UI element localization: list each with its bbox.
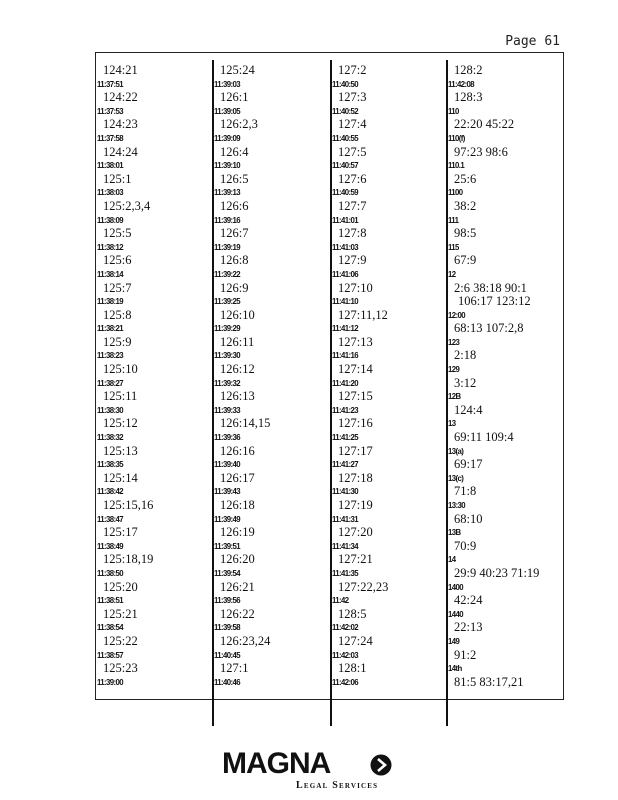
timestamp-line: 11:41:30 [332,487,358,497]
timestamp-line: 11:41:10 [332,297,358,307]
timestamp-line: 11:40:55 [332,133,358,143]
timestamp-line: 11:38:19 [97,297,123,307]
timestamp-line: 11:39:22 [214,269,240,279]
page-line-reference: 125:17 [103,525,138,540]
page-line-reference: 97:23 98:6 [454,144,508,159]
timestamp-line: 11:38:12 [97,242,123,252]
page-line-reference: 127:9 [338,253,367,268]
page-line-reference: 126:1 [220,90,249,105]
timestamp-line: 14 [448,555,456,565]
timestamp-line: 11:38:32 [97,433,123,443]
timestamp-line: 12:00 [448,310,465,320]
page-line-reference: 127:24 [338,633,373,648]
page-line-reference: 125:18,19 [103,552,154,567]
page-line-reference: 126:16 [220,443,255,458]
page-line-reference: 128:5 [338,606,367,621]
timestamp-line: 11:39:33 [214,405,240,415]
page-line-reference: 81:5 83:17,21 [454,674,524,689]
logo-wordmark: MAGNA [222,747,331,780]
page-line-reference: 127:21 [338,552,373,567]
page-line-reference: 124:24 [103,144,138,159]
index-column-4 [448,64,560,689]
timestamp-line: 11:39:16 [214,215,240,225]
timestamp-line: 11:41:34 [332,541,358,551]
timestamp-line: 11:39:51 [214,541,240,551]
timestamp-line: 11:38:54 [97,623,123,633]
page-line-reference: 125:20 [103,579,138,594]
page-line-reference: 127:6 [338,171,367,186]
page-line-reference: 128:1 [338,661,367,676]
page-line-reference: 124:4 [454,402,483,417]
page-line-reference: 126:9 [220,280,249,295]
page-line-reference: 126:17 [220,470,255,485]
page-line-reference: 124:21 [103,63,138,77]
timestamp-line: 14th [448,664,462,674]
timestamp-line: 11:38:09 [97,215,123,225]
timestamp-line: 11:38:57 [97,650,123,660]
timestamp-line: 11:41:16 [332,351,358,361]
page-line-reference: 70:9 [454,538,477,553]
timestamp-line: 11:40:57 [332,161,358,171]
index-column-3 [332,64,444,689]
timestamp-line: 115 [448,242,459,252]
timestamp-line: 11:38:14 [97,269,123,279]
page-line-reference: 127:17 [338,443,373,458]
page-line-reference: 126:19 [220,525,255,540]
logo-subtitle: Legal Services [296,780,379,791]
timestamp-line: 111 [448,215,459,225]
page-line-reference: 125:10 [103,362,138,377]
page-line-reference: 126:18 [220,498,255,512]
timestamp-line: 11:40:52 [332,106,358,116]
timestamp-line: 110.1 [448,161,465,171]
page-line-reference: 127:7 [338,198,367,213]
page-line-reference: 127:20 [338,525,373,540]
timestamp-line: 13(c) [448,473,464,483]
page-line-reference: 126:2,3 [220,117,258,132]
timestamp-line: 11:38:23 [97,351,123,361]
timestamp-line: 11:38:27 [97,378,123,388]
timestamp-line: 13(a) [448,446,464,456]
page-line-reference: 106:17 123:12 [458,294,531,309]
timestamp-line: 11:41:12 [332,324,358,334]
page-line-reference: 125:5 [103,226,132,241]
timestamp-line: 129 [448,365,460,375]
page-line-reference: 127:22,23 [338,579,389,594]
page-line-reference: 127:16 [338,416,373,431]
timestamp-line: 11:41:01 [332,215,358,225]
timestamp-line: 11:38:35 [97,460,123,470]
page-line-reference: 127:18 [338,470,373,485]
timestamp-line: 13B [448,528,461,538]
page-line-reference: 29:9 40:23 71:19 [454,565,540,580]
timestamp-line: 11:41:03 [332,242,358,252]
timestamp-line: 123 [448,337,460,347]
page-line-reference: 127:14 [338,362,373,377]
page-line-reference: 127:15 [338,389,373,404]
timestamp-line: 11:39:43 [214,487,240,497]
timestamp-line: 11:37:58 [97,133,123,143]
page-line-reference: 125:7 [103,280,132,295]
page-line-reference: 126:7 [220,226,249,241]
page-line-reference: 69:11 109:4 [454,430,514,445]
timestamp-line: 11:38:21 [97,324,123,334]
timestamp-line: 11:40:59 [332,188,358,198]
timestamp-line: 11:39:36 [214,433,240,443]
page-line-reference: 125:2,3,4 [103,198,151,213]
timestamp-line: 11:42:08 [448,79,474,89]
timestamp-line: 11:39:40 [214,460,240,470]
timestamp-line: 11:41:20 [332,378,358,388]
page-line-reference: 124:22 [103,90,138,105]
page-line-reference: 125:23 [103,661,138,676]
page-line-reference: 2:6 38:18 90:1 [454,280,527,295]
page-line-reference: 126:5 [220,171,249,186]
page-line-reference: 128:2 [454,63,483,77]
page-line-reference: 127:3 [338,90,367,105]
page-line-reference: 68:13 107:2,8 [454,321,524,336]
page-line-reference: 2:18 [454,348,477,363]
timestamp-line: 11:39:30 [214,351,240,361]
page-line-reference: 127:1 [220,661,249,676]
page-line-reference: 125:21 [103,606,138,621]
page-line-reference: 127:11,12 [338,307,388,322]
page-line-reference: 91:2 [454,647,477,662]
page-line-reference: 127:4 [338,117,367,132]
timestamp-line: 11:41:23 [332,405,358,415]
timestamp-line: 11:39:25 [214,297,240,307]
timestamp-line: 11:41:06 [332,269,358,279]
arrow-circle-icon [370,754,392,776]
timestamp-line: 11:39:19 [214,242,240,252]
page-line-reference: 126:14,15 [220,416,271,431]
page-line-reference: 126:20 [220,552,255,567]
timestamp-line: 11:38:30 [97,405,123,415]
timestamp-line: 13 [448,419,456,429]
timestamp-line: 11:42 [332,596,349,606]
timestamp-line: 110 [448,106,459,116]
page-line-reference: 127:13 [338,334,373,349]
page-line-reference: 125:13 [103,443,138,458]
timestamp-line: 1440 [448,609,463,619]
timestamp-line: 11:42:02 [332,623,358,633]
timestamp-line: 11:38:49 [97,541,123,551]
timestamp-line: 11:38:50 [97,568,123,578]
timestamp-line: 11:40:46 [214,677,240,687]
page-line-reference: 125:6 [103,253,132,268]
index-column-1 [97,64,209,689]
timestamp-line: 11:39:32 [214,378,240,388]
page-line-reference: 125:22 [103,633,138,648]
timestamp-line: 12 [448,269,456,279]
timestamp-line: 13:30 [448,501,465,510]
timestamp-line: 149 [448,636,460,646]
page-line-reference: 126:12 [220,362,255,377]
timestamp-line: 11:38:01 [97,161,123,171]
page-line-reference: 126:23,24 [220,633,271,648]
timestamp-line: 11:39:00 [97,677,123,687]
page-line-reference: 125:1 [103,171,132,186]
page-line-reference: 126:8 [220,253,249,268]
page-line-reference: 127:19 [338,498,373,512]
page-line-reference: 126:10 [220,307,255,322]
timestamp-line: 11:41:27 [332,460,358,470]
page-line-reference: 22:13 [454,620,483,635]
timestamp-line: 11:40:50 [332,79,358,89]
timestamp-line: 11:39:58 [214,623,240,633]
timestamp-line: 11:41:31 [332,514,358,524]
page-line-reference: 125:11 [103,389,138,404]
timestamp-line: 11:37:51 [97,79,123,89]
timestamp-line: 11:42:03 [332,650,358,660]
page-line-reference: 25:6 [454,171,477,186]
page-line-reference: 125:12 [103,416,138,431]
timestamp-line: 11:42:06 [332,677,358,687]
page-line-reference: 38:2 [454,198,477,213]
page-number: Page 61 [505,34,560,49]
page-line-reference: 125:14 [103,470,138,485]
page-line-reference: 3:12 [454,375,477,390]
page-line-reference: 69:17 [454,457,483,472]
timestamp-line: 11:37:53 [97,106,123,116]
timestamp-line: 110(f) [448,133,465,143]
page-line-reference: 67:9 [454,253,477,268]
timestamp-line: 11:38:51 [97,596,123,606]
page-line-reference: 98:5 [454,226,477,241]
page-line-reference: 126:4 [220,144,249,159]
page-line-reference: 128:3 [454,90,483,105]
timestamp-line: 11:38:47 [97,514,123,524]
timestamp-line: 1400 [448,582,463,592]
timestamp-line: 11:41:25 [332,433,358,443]
timestamp-line: 11:39:56 [214,596,240,606]
page-line-reference: 126:11 [220,334,255,349]
page-line-reference: 126:6 [220,198,249,213]
page-line-reference: 127:10 [338,280,373,295]
page-line-reference: 127:5 [338,144,367,159]
page-line-reference: 126:13 [220,389,255,404]
page-line-reference: 125:8 [103,307,132,322]
timestamp-line: 11:39:54 [214,568,240,578]
timestamp-line: 11:39:03 [214,79,240,89]
timestamp-line: 12B [448,392,461,402]
timestamp-line: 11:39:09 [214,133,240,143]
timestamp-line: 11:38:03 [97,188,123,198]
page-line-reference: 125:24 [220,63,255,77]
timestamp-line: 1100 [448,188,463,198]
page-line-reference: 127:8 [338,226,367,241]
page-line-reference: 68:10 [454,511,483,526]
timestamp-line: 11:39:13 [214,188,240,198]
page-line-reference: 127:2 [338,63,367,77]
page-line-reference: 126:21 [220,579,255,594]
page-line-reference: 42:24 [454,593,483,608]
timestamp-line: 11:39:05 [214,106,240,116]
timestamp-line: 11:38:42 [97,487,123,497]
timestamp-line: 11:39:10 [214,161,240,171]
page-line-reference: 124:23 [103,117,138,132]
timestamp-line: 11:40:45 [214,650,240,660]
index-column-2 [214,64,326,689]
timestamp-line: 11:39:49 [214,514,240,524]
page-line-reference: 125:9 [103,334,132,349]
magna-logo [222,748,402,794]
page-line-reference: 22:20 45:22 [454,117,515,132]
page-line-reference: 126:22 [220,606,255,621]
page-line-reference: 71:8 [454,484,477,499]
page-line-reference: 125:15,16 [103,498,154,512]
timestamp-line: 11:41:35 [332,568,358,578]
timestamp-line: 11:39:29 [214,324,240,334]
